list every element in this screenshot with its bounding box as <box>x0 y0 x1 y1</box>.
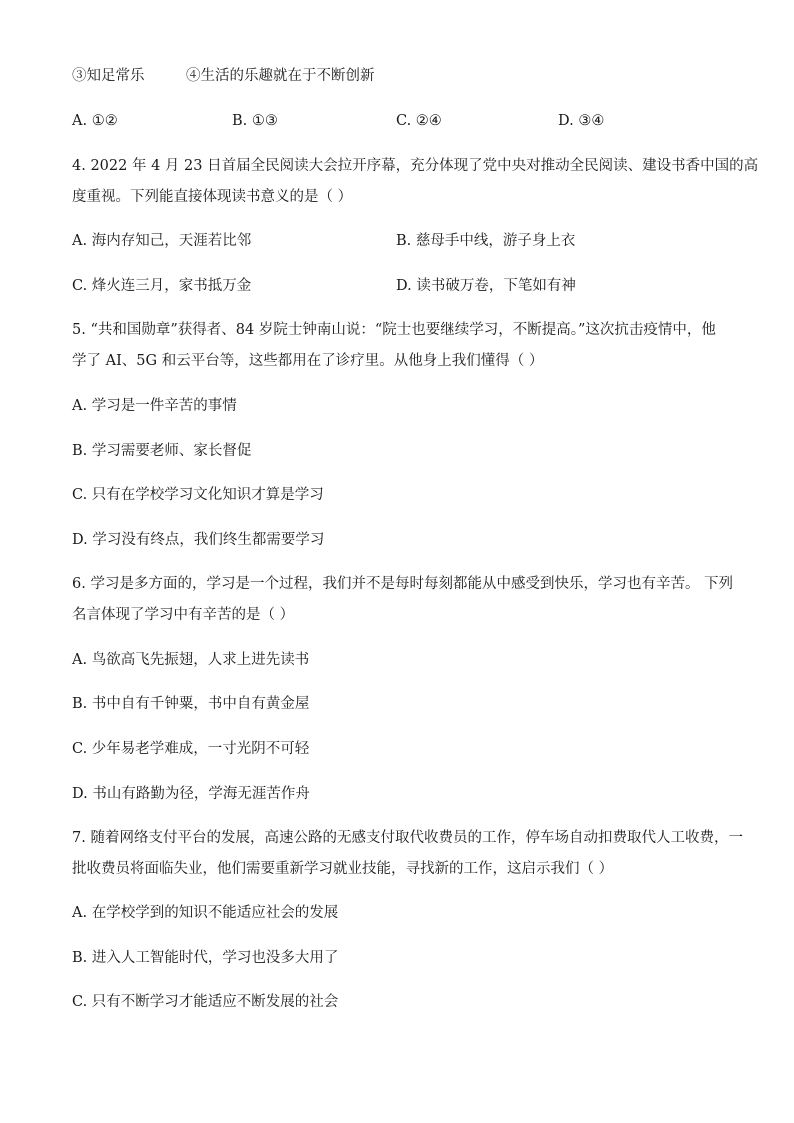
q6-stem-line2: 名言体现了学习中有辛苦的是（ ） <box>72 607 295 623</box>
q6-stem-line1: 6. 学习是多方面的，学习是一个过程，我们并不是每时每刻都能从中感受到快乐，学习也有辛苦。 下列 <box>72 576 734 592</box>
q5-stem-line2: 学了 AI、5G 和云平台等，这些都用在了诊疗里。从他身上我们懂得（ ） <box>72 353 544 369</box>
q4-stem-line1: 4. 2022 年 4 月 23 日首届全民阅读大会拉开序幕，充分体现了党中央对推动全民阅读、建设书香中国的高 <box>72 158 759 174</box>
q4-options-row2 <box>72 276 732 296</box>
q6-option-a[interactable]: A. 鸟欲高飞先振翅，人求上进先读书 <box>72 652 310 668</box>
q4-option-a[interactable]: A. 海内存知己，天涯若比邻 <box>72 233 252 249</box>
q6-option-d[interactable]: D. 书山有路勤为径，学海无涯苦作舟 <box>72 786 310 802</box>
q4-stem-line2: 度重视。下列能直接体现读书意义的是（ ） <box>72 189 353 205</box>
q4-option-c[interactable]: C. 烽火连三月，家书抵万金 <box>72 278 252 294</box>
q5-option-d[interactable]: D. 学习没有终点，我们终生都需要学习 <box>72 532 325 548</box>
q6-option-c[interactable]: C. 少年易老学难成，一寸光阴不可轻 <box>72 741 310 757</box>
q5-stem-line1: 5. “共和国勋章”获得者、84 岁院士钟南山说：“院士也要继续学习，不断提高。”这次抗击疫情中，他 <box>72 322 716 338</box>
q5-option-c[interactable]: C. 只有在学校学习文化知识才算是学习 <box>72 487 324 503</box>
q7-option-a[interactable]: A. 在学校学到的知识不能适应社会的发展 <box>72 905 339 921</box>
q3-options <box>72 111 732 131</box>
statement-3: ③知足常乐 <box>72 68 145 84</box>
q7-option-c[interactable]: C. 只有不断学习才能适应不断发展的社会 <box>72 994 339 1010</box>
q3-option-b[interactable]: B. ①③ <box>232 113 278 129</box>
q7-stem-line2: 批收费员将面临失业，他们需要重新学习就业技能，寻找新的工作，这启示我们（ ） <box>72 861 614 877</box>
q5-option-b[interactable]: B. 学习需要老师、家长督促 <box>72 443 252 459</box>
q3-option-c[interactable]: C. ②④ <box>396 113 442 129</box>
q4-option-d[interactable]: D. 读书破万卷，下笔如有神 <box>396 278 576 294</box>
q3-option-a[interactable]: A. ①② <box>72 113 118 129</box>
statement-row <box>72 66 732 86</box>
statement-4: ④生活的乐趣就在于不断创新 <box>186 68 375 84</box>
q4-options-row1 <box>72 231 732 251</box>
q7-stem-line1: 7. 随着网络支付平台的发展，高速公路的无感支付取代收费员的工作，停车场自动扣费取代人工收费，一 <box>72 830 743 846</box>
q5-option-a[interactable]: A. 学习是一件辛苦的事情 <box>72 398 237 414</box>
q7-option-b[interactable]: B. 进入人工智能时代，学习也没多大用了 <box>72 950 339 966</box>
q6-option-b[interactable]: B. 书中自有千钟粟，书中自有黄金屋 <box>72 696 310 712</box>
q4-option-b[interactable]: B. 慈母手中线，游子身上衣 <box>396 233 576 249</box>
q3-option-d[interactable]: D. ③④ <box>558 113 605 129</box>
